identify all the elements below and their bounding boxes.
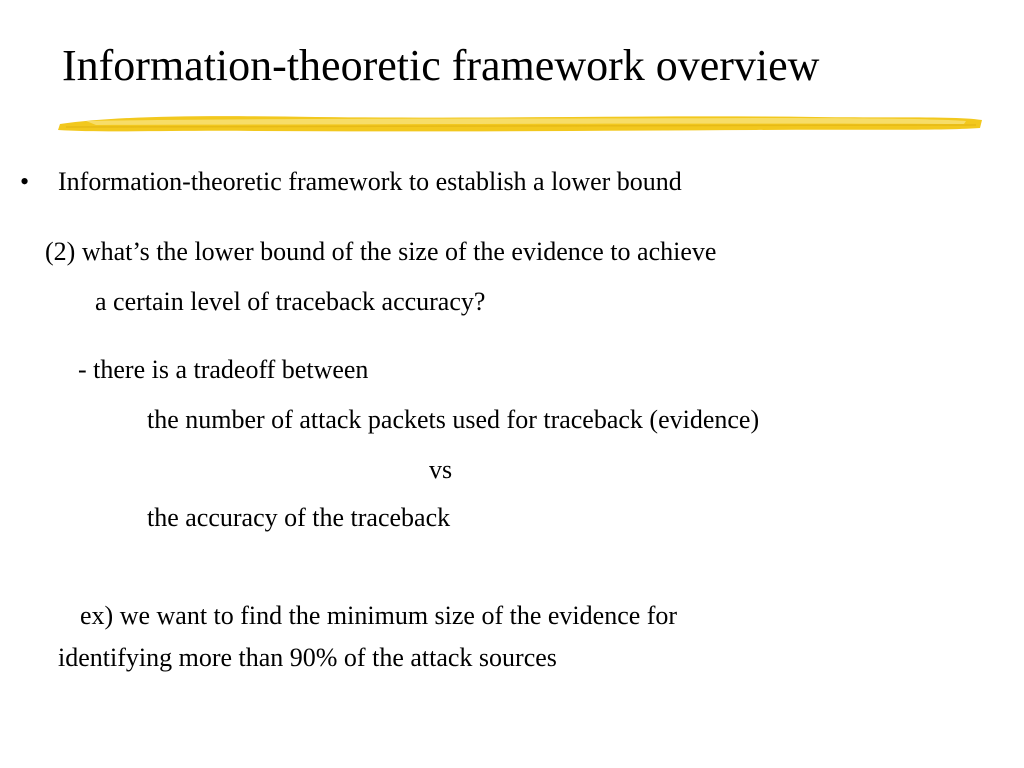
question-line-1: (2) what’s the lower bound of the size of the evidence to achieve [45, 237, 717, 266]
example-line-2: identifying more than 90% of the attack sources [58, 643, 557, 672]
bullet-text: Information-theoretic framework to establish a lower bound [58, 167, 682, 196]
tradeoff-item-accuracy: the accuracy of the traceback [147, 503, 451, 532]
tradeoff-intro: - there is a tradeoff between [78, 355, 369, 384]
tradeoff-vs: vs [429, 455, 453, 484]
title-underline-brushstroke [56, 106, 986, 138]
tradeoff-item-evidence: the number of attack packets used for traceback (evidence) [147, 405, 760, 434]
slide-title: Information-theoretic framework overview [62, 41, 820, 90]
example-line-1: ex) we want to find the minimum size of the evidence for [80, 601, 678, 630]
bullet-point: • [20, 167, 30, 196]
question-line-2: a certain level of traceback accuracy? [95, 287, 486, 316]
